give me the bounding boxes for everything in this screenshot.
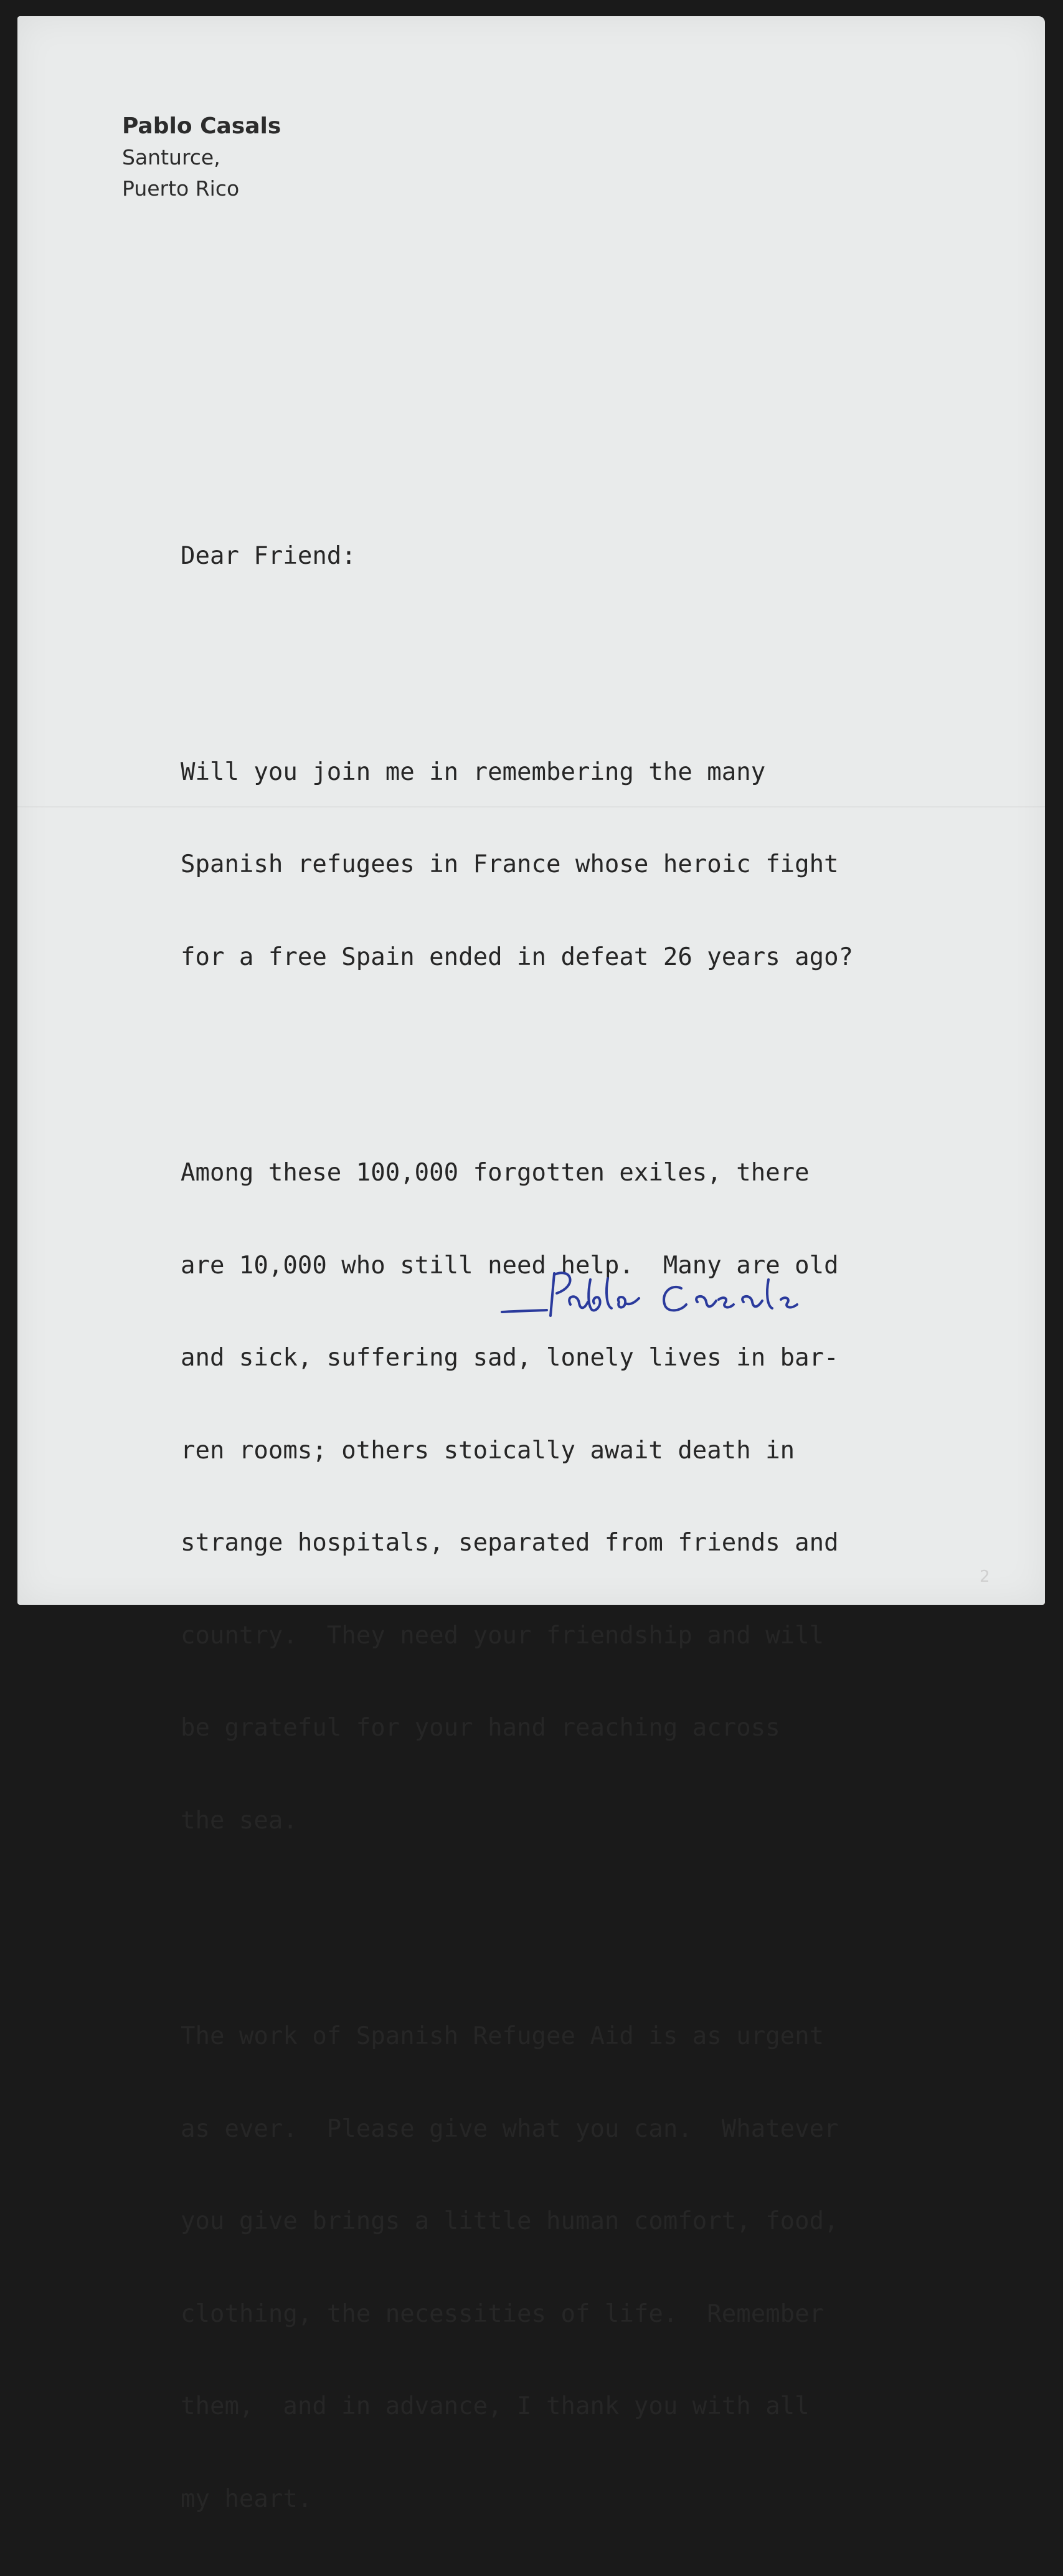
letterhead-city: Santurce, <box>122 145 220 169</box>
paragraph-3-line: The work of Spanish Refugee Aid is as urgent <box>181 2022 824 2050</box>
page-number-mark: 2 <box>980 1567 990 1586</box>
letterhead-country: Puerto Rico <box>122 176 240 201</box>
letterhead-name: Pablo Casals <box>122 113 281 139</box>
paragraph-2-line: Among these 100,000 forgotten exiles, there <box>181 1159 810 1187</box>
letterhead <box>122 111 281 204</box>
letter-body <box>181 479 947 2576</box>
letter-page <box>17 16 1045 2513</box>
handwritten-signature <box>497 1261 883 1329</box>
paragraph-1-line: for a free Spain ended in defeat 26 years ago? <box>181 943 854 971</box>
paragraph-2-line: the sea. <box>181 1806 298 1835</box>
paragraph-gap <box>181 634 947 665</box>
paragraph-gap <box>181 1034 947 1065</box>
paragraph-3-line: as ever. Please give what you can. Whatever <box>181 2114 839 2143</box>
paragraph-3-line: my heart. <box>181 2484 313 2513</box>
paragraph-3-line: clothing, the necessities of life. Remember <box>181 2299 824 2328</box>
paragraph-2-line: and sick, suffering sad, lonely lives in bar- <box>181 1344 839 1372</box>
paragraph-3-line: them, and in advance, I thank you with all <box>181 2392 810 2420</box>
paragraph-1-line: Spanish refugees in France whose heroic fight <box>181 850 839 878</box>
paragraph-2-line: country. They need your friendship and will <box>181 1621 824 1650</box>
paragraph-2-line: ren rooms; others stoically await death in <box>181 1436 795 1465</box>
paragraph-2-line: be grateful for your hand reaching across <box>181 1714 780 1742</box>
paragraph-3-line: you give brings a little human comfort, food, <box>181 2207 839 2235</box>
paragraph-2-line: are 10,000 who still need help. Many are old <box>181 1251 839 1280</box>
salutation: Dear Friend: <box>181 542 356 570</box>
paragraph-1-line: Will you join me in remembering the many <box>181 758 766 786</box>
paragraph-gap <box>181 1898 947 1929</box>
paragraph-2-line: strange hospitals, separated from friends and <box>181 1529 839 1557</box>
